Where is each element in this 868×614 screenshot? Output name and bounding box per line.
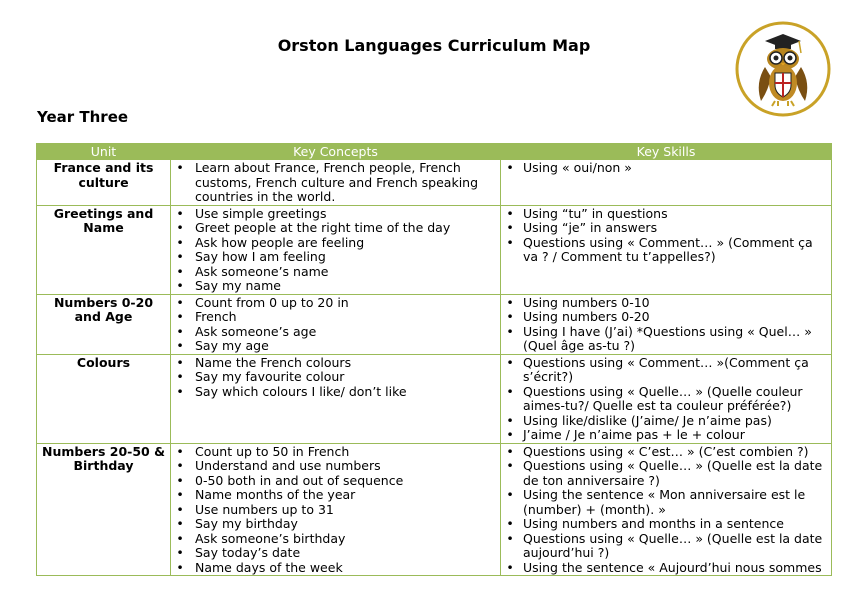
list-item: • Use numbers up to 31 <box>195 503 498 518</box>
list-item: • Using numbers 0-20 <box>523 310 829 325</box>
list-item: • Using I have (J’ai) *Questions using « Quel… » (Quel âge as-tu ?) <box>523 325 829 354</box>
list-item: • Using numbers and months in a sentence <box>523 517 829 532</box>
list-item: • Name months of the year <box>195 488 498 503</box>
list-item: • Say my birthday <box>195 517 498 532</box>
list-item: • Say my age <box>195 339 498 354</box>
list-item: • Questions using « Quelle… » (Quelle est la date de ton anniversaire ?) <box>523 459 829 488</box>
list-item: • Questions using « Comment… »(Comment ça s’écrit?) <box>523 356 829 385</box>
concepts-list <box>173 356 498 400</box>
list-item: • Questions using « C’est… » (C’est combien ?) <box>523 445 829 460</box>
list-item: • Count from 0 up to 20 in <box>195 296 498 311</box>
list-item: • Name days of the week <box>195 561 498 576</box>
skills-list <box>503 207 829 265</box>
skills-list <box>503 296 829 354</box>
list-item: • Say how I am feeling <box>195 250 498 265</box>
skills-cell <box>501 354 832 443</box>
list-item: • Using “je” in answers <box>523 221 829 236</box>
list-item: • Say which colours I like/ don’t like <box>195 385 498 400</box>
concepts-cell <box>171 354 501 443</box>
list-item: • Questions using « Quelle… » (Quelle couleur aimes-tu?/ Quelle est ta couleur préférée?) <box>523 385 829 414</box>
skills-list <box>503 356 829 443</box>
list-item: • Say my name <box>195 279 498 294</box>
list-item: • Greet people at the right time of the day <box>195 221 498 236</box>
table-row <box>37 160 832 206</box>
concepts-cell <box>171 294 501 354</box>
unit-cell: Greetings and Name <box>37 205 171 294</box>
unit-cell: Numbers 0-20 and Age <box>37 294 171 354</box>
list-item: • 0-50 both in and out of sequence <box>195 474 498 489</box>
table-row <box>37 294 832 354</box>
list-item: • J’aime / Je n’aime pas + le + colour <box>523 428 829 443</box>
table-row <box>37 205 832 294</box>
list-item: • Questions using « Comment… » (Comment ça va ? / Comment tu t’appelles?) <box>523 236 829 265</box>
concepts-cell <box>171 205 501 294</box>
skills-cell <box>501 294 832 354</box>
table-row <box>37 443 832 576</box>
list-item: • Name the French colours <box>195 356 498 371</box>
skills-list <box>503 161 829 176</box>
list-item: • Say today’s date <box>195 546 498 561</box>
owl-school-crest-icon <box>735 21 831 117</box>
list-item: • French <box>195 310 498 325</box>
concepts-list <box>173 445 498 576</box>
list-item: • Say my favourite colour <box>195 370 498 385</box>
unit-cell: Numbers 20-50 & Birthday <box>37 443 171 576</box>
skills-list <box>503 445 829 576</box>
skills-cell <box>501 443 832 576</box>
unit-cell: Colours <box>37 354 171 443</box>
concepts-list <box>173 161 498 205</box>
year-heading: Year Three <box>37 108 129 126</box>
list-item: • Understand and use numbers <box>195 459 498 474</box>
list-item: • Using the sentence « Aujourd’hui nous sommes <box>523 561 829 576</box>
unit-column-header: Unit <box>37 144 171 160</box>
concepts-list <box>173 207 498 294</box>
page-title: Orston Languages Curriculum Map <box>277 36 591 55</box>
curriculum-table <box>36 143 832 576</box>
skills-cell <box>501 160 832 206</box>
table-row <box>37 354 832 443</box>
list-item: • Ask someone’s age <box>195 325 498 340</box>
skills-column-header: Key Skills <box>501 144 832 160</box>
list-item: • Using numbers 0-10 <box>523 296 829 311</box>
list-item: • Ask how people are feeling <box>195 236 498 251</box>
list-item: • Using like/dislike (J’aime/ Je n’aime pas) <box>523 414 829 429</box>
unit-cell: France and its culture <box>37 160 171 206</box>
concepts-cell <box>171 160 501 206</box>
concepts-column-header: Key Concepts <box>171 144 501 160</box>
list-item: • Using « oui/non » <box>523 161 829 176</box>
concepts-cell <box>171 443 501 576</box>
list-item: • Using “tu” in questions <box>523 207 829 222</box>
list-item: • Ask someone’s birthday <box>195 532 498 547</box>
skills-cell <box>501 205 832 294</box>
list-item: • Ask someone’s name <box>195 265 498 280</box>
list-item: • Learn about France, French people, French customs, French culture and French speaking countries in the world. <box>195 161 498 205</box>
table-header-row <box>37 144 832 160</box>
list-item: • Questions using « Quelle… » (Quelle est la date aujourd’hui ?) <box>523 532 829 561</box>
list-item: • Use simple greetings <box>195 207 498 222</box>
concepts-list <box>173 296 498 354</box>
list-item: • Count up to 50 in French <box>195 445 498 460</box>
list-item: • Using the sentence « Mon anniversaire est le (number) + (month). » <box>523 488 829 517</box>
